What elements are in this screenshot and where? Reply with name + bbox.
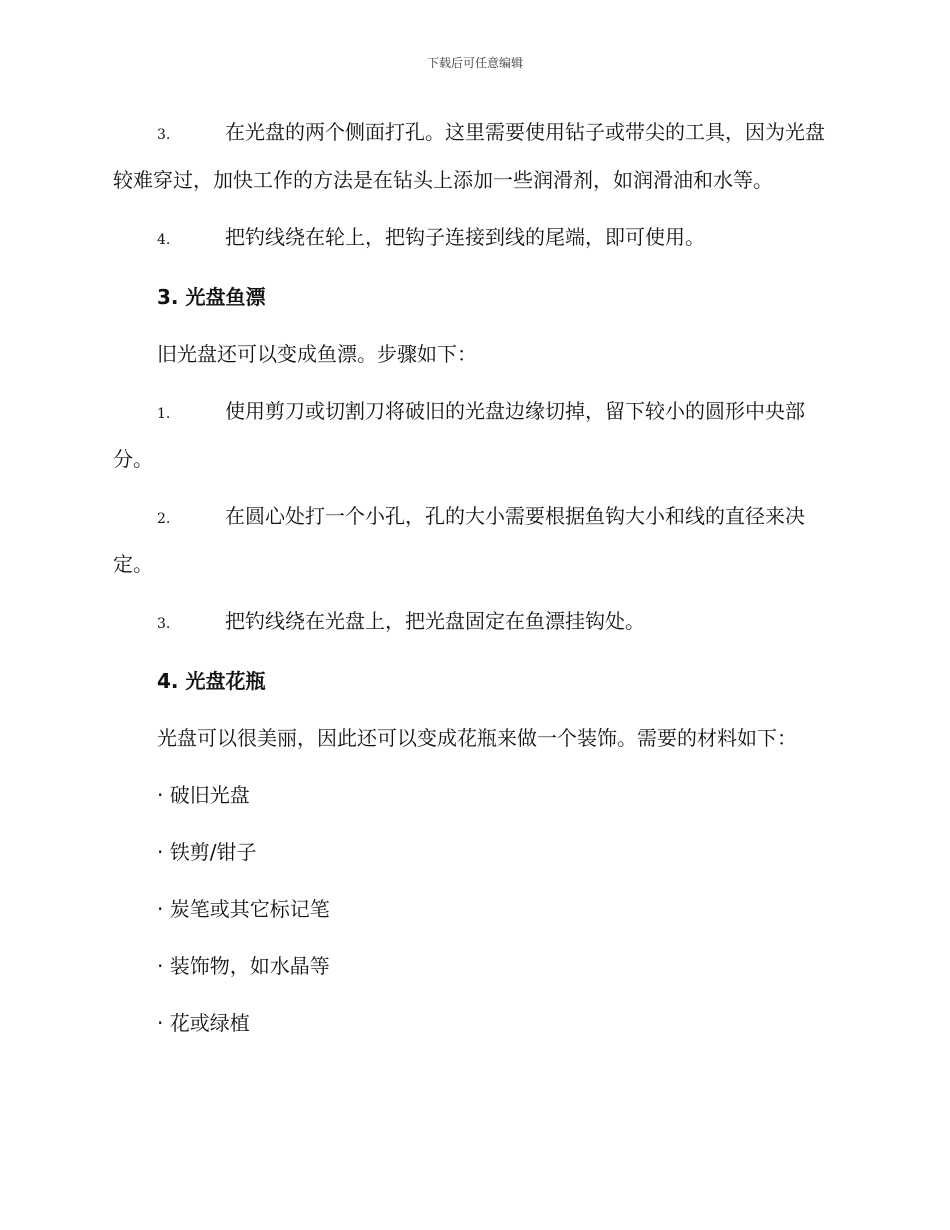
material-list-item: · 铁剪/钳子 [157,840,257,864]
section-heading-float: 3. 光盘鱼漂 [157,285,266,309]
step-number: 2. [157,511,171,527]
material-list-item: · 炭笔或其它标记笔 [157,897,330,921]
material-list-item: · 花或绿植 [157,1011,250,1035]
step-number: 4. [157,232,171,248]
material-list-item: · 破旧光盘 [157,783,250,807]
paragraph: 旧光盘还可以变成鱼漂。步骤如下： [157,342,477,366]
document-body [113,110,835,1058]
step-number: 1. [157,406,171,422]
step-item [113,215,835,263]
step-text: 在光盘的两个侧面打孔。这里需要使用钻子或带尖的工具，因为光盘较难穿过，加快工作的方法是在钻头上添加一些润滑剂，如润滑油和水等。 [113,120,825,192]
step-text: 使用剪刀或切割刀将破旧的光盘边缘切掉，留下较小的圆形中央部分。 [113,399,805,471]
step-number: 3. [157,127,171,143]
step-number: 3. [157,616,171,632]
step-item [113,494,835,587]
step-item [113,599,835,647]
step-text: 把钓线绕在光盘上，把光盘固定在鱼漂挂钩处。 [225,609,645,633]
step-text: 在圆心处打一个小孔，孔的大小需要根据鱼钩大小和线的直径来决定。 [113,504,805,576]
step-item [113,110,835,203]
section-heading-vase: 4. 光盘花瓶 [157,669,266,693]
material-list-item: · 装饰物，如水晶等 [157,954,330,978]
paragraph: 光盘可以很美丽，因此还可以变成花瓶来做一个装饰。需要的材料如下： [157,726,797,750]
step-item [113,389,835,482]
page-header: 下载后可任意编辑 [426,56,523,70]
step-text: 把钓线绕在轮上，把钩子连接到线的尾端，即可使用。 [225,225,705,249]
